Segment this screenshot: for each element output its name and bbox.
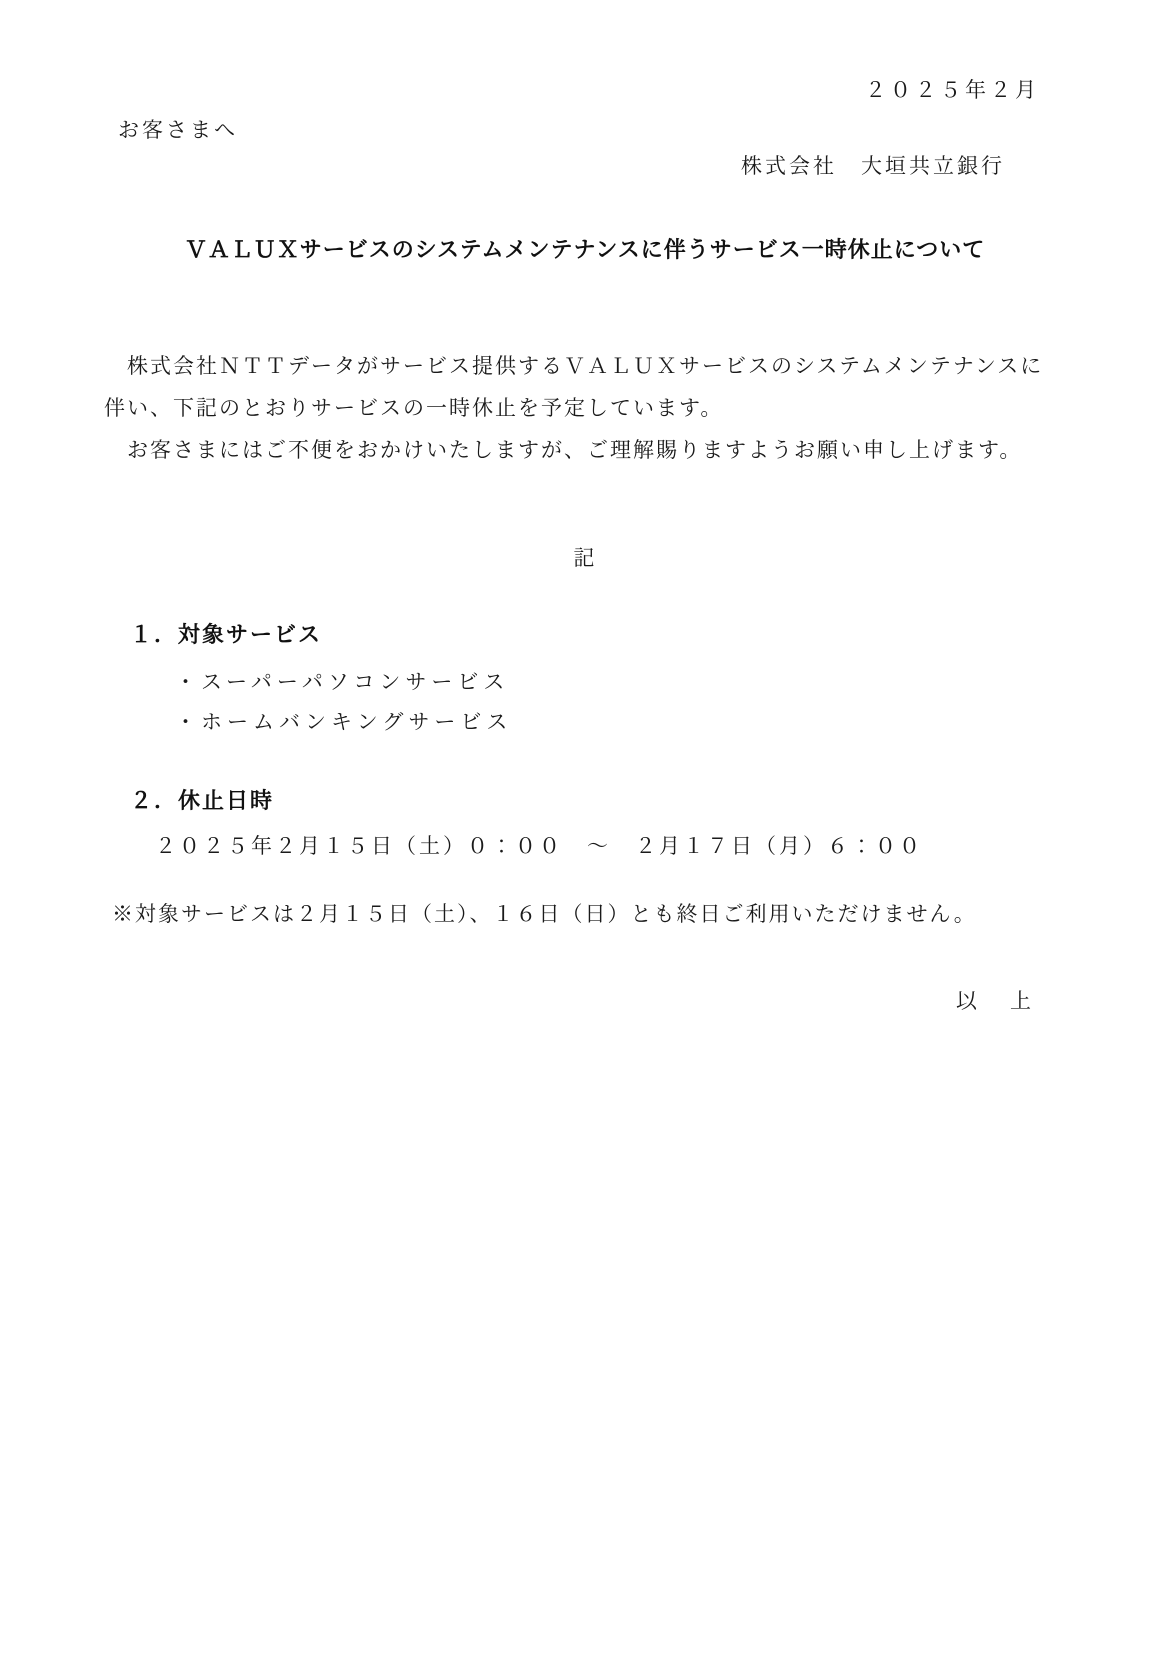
recipient-line: お客さまへ: [118, 118, 238, 142]
list-item-super-pc-service: ・スーパーパソコンサービス: [175, 670, 510, 694]
service-list: [0, 662, 1170, 742]
document-title: ＶＡＬＵＸサービスのシステムメンテナンスに伴うサービス一時休止について: [184, 237, 986, 262]
record-marker: 記: [573, 546, 597, 570]
note-unavailable-days: ※対象サービスは２月１５日（土）、１６日（日）とも終日ご利用いただけません。: [112, 902, 977, 926]
suspension-datetime-value: ２０２５年２月１５日（土）０：００ ～ ２月１７日（月）６：００: [155, 834, 923, 858]
section-target-services: [0, 620, 1170, 742]
document-date: ２０２５年２月: [865, 78, 1040, 102]
section-heading-suspension-datetime: ２．休止日時: [130, 788, 275, 813]
list-item-home-banking-service: ・ホームバンキングサービス: [175, 710, 513, 734]
sender-company-name: 株式会社 大垣共立銀行: [741, 154, 1005, 178]
section-suspension-datetime: [0, 786, 1170, 861]
section-heading-target-services: １．対象サービス: [130, 622, 323, 647]
closing-marker: 以 上: [956, 989, 1037, 1013]
body-paragraph-apology: お客さまにはご不便をおかけいたしますが、ご理解賜りますようお願い申し上げます。: [104, 438, 1023, 462]
body-paragraph-maintenance: 株式会社ＮＴＴデータがサービス提供するＶＡＬＵＸサービスのシステムメンテナンスに伴い、下記のとおりサービスの一時休止を予定しています。: [104, 354, 1044, 420]
